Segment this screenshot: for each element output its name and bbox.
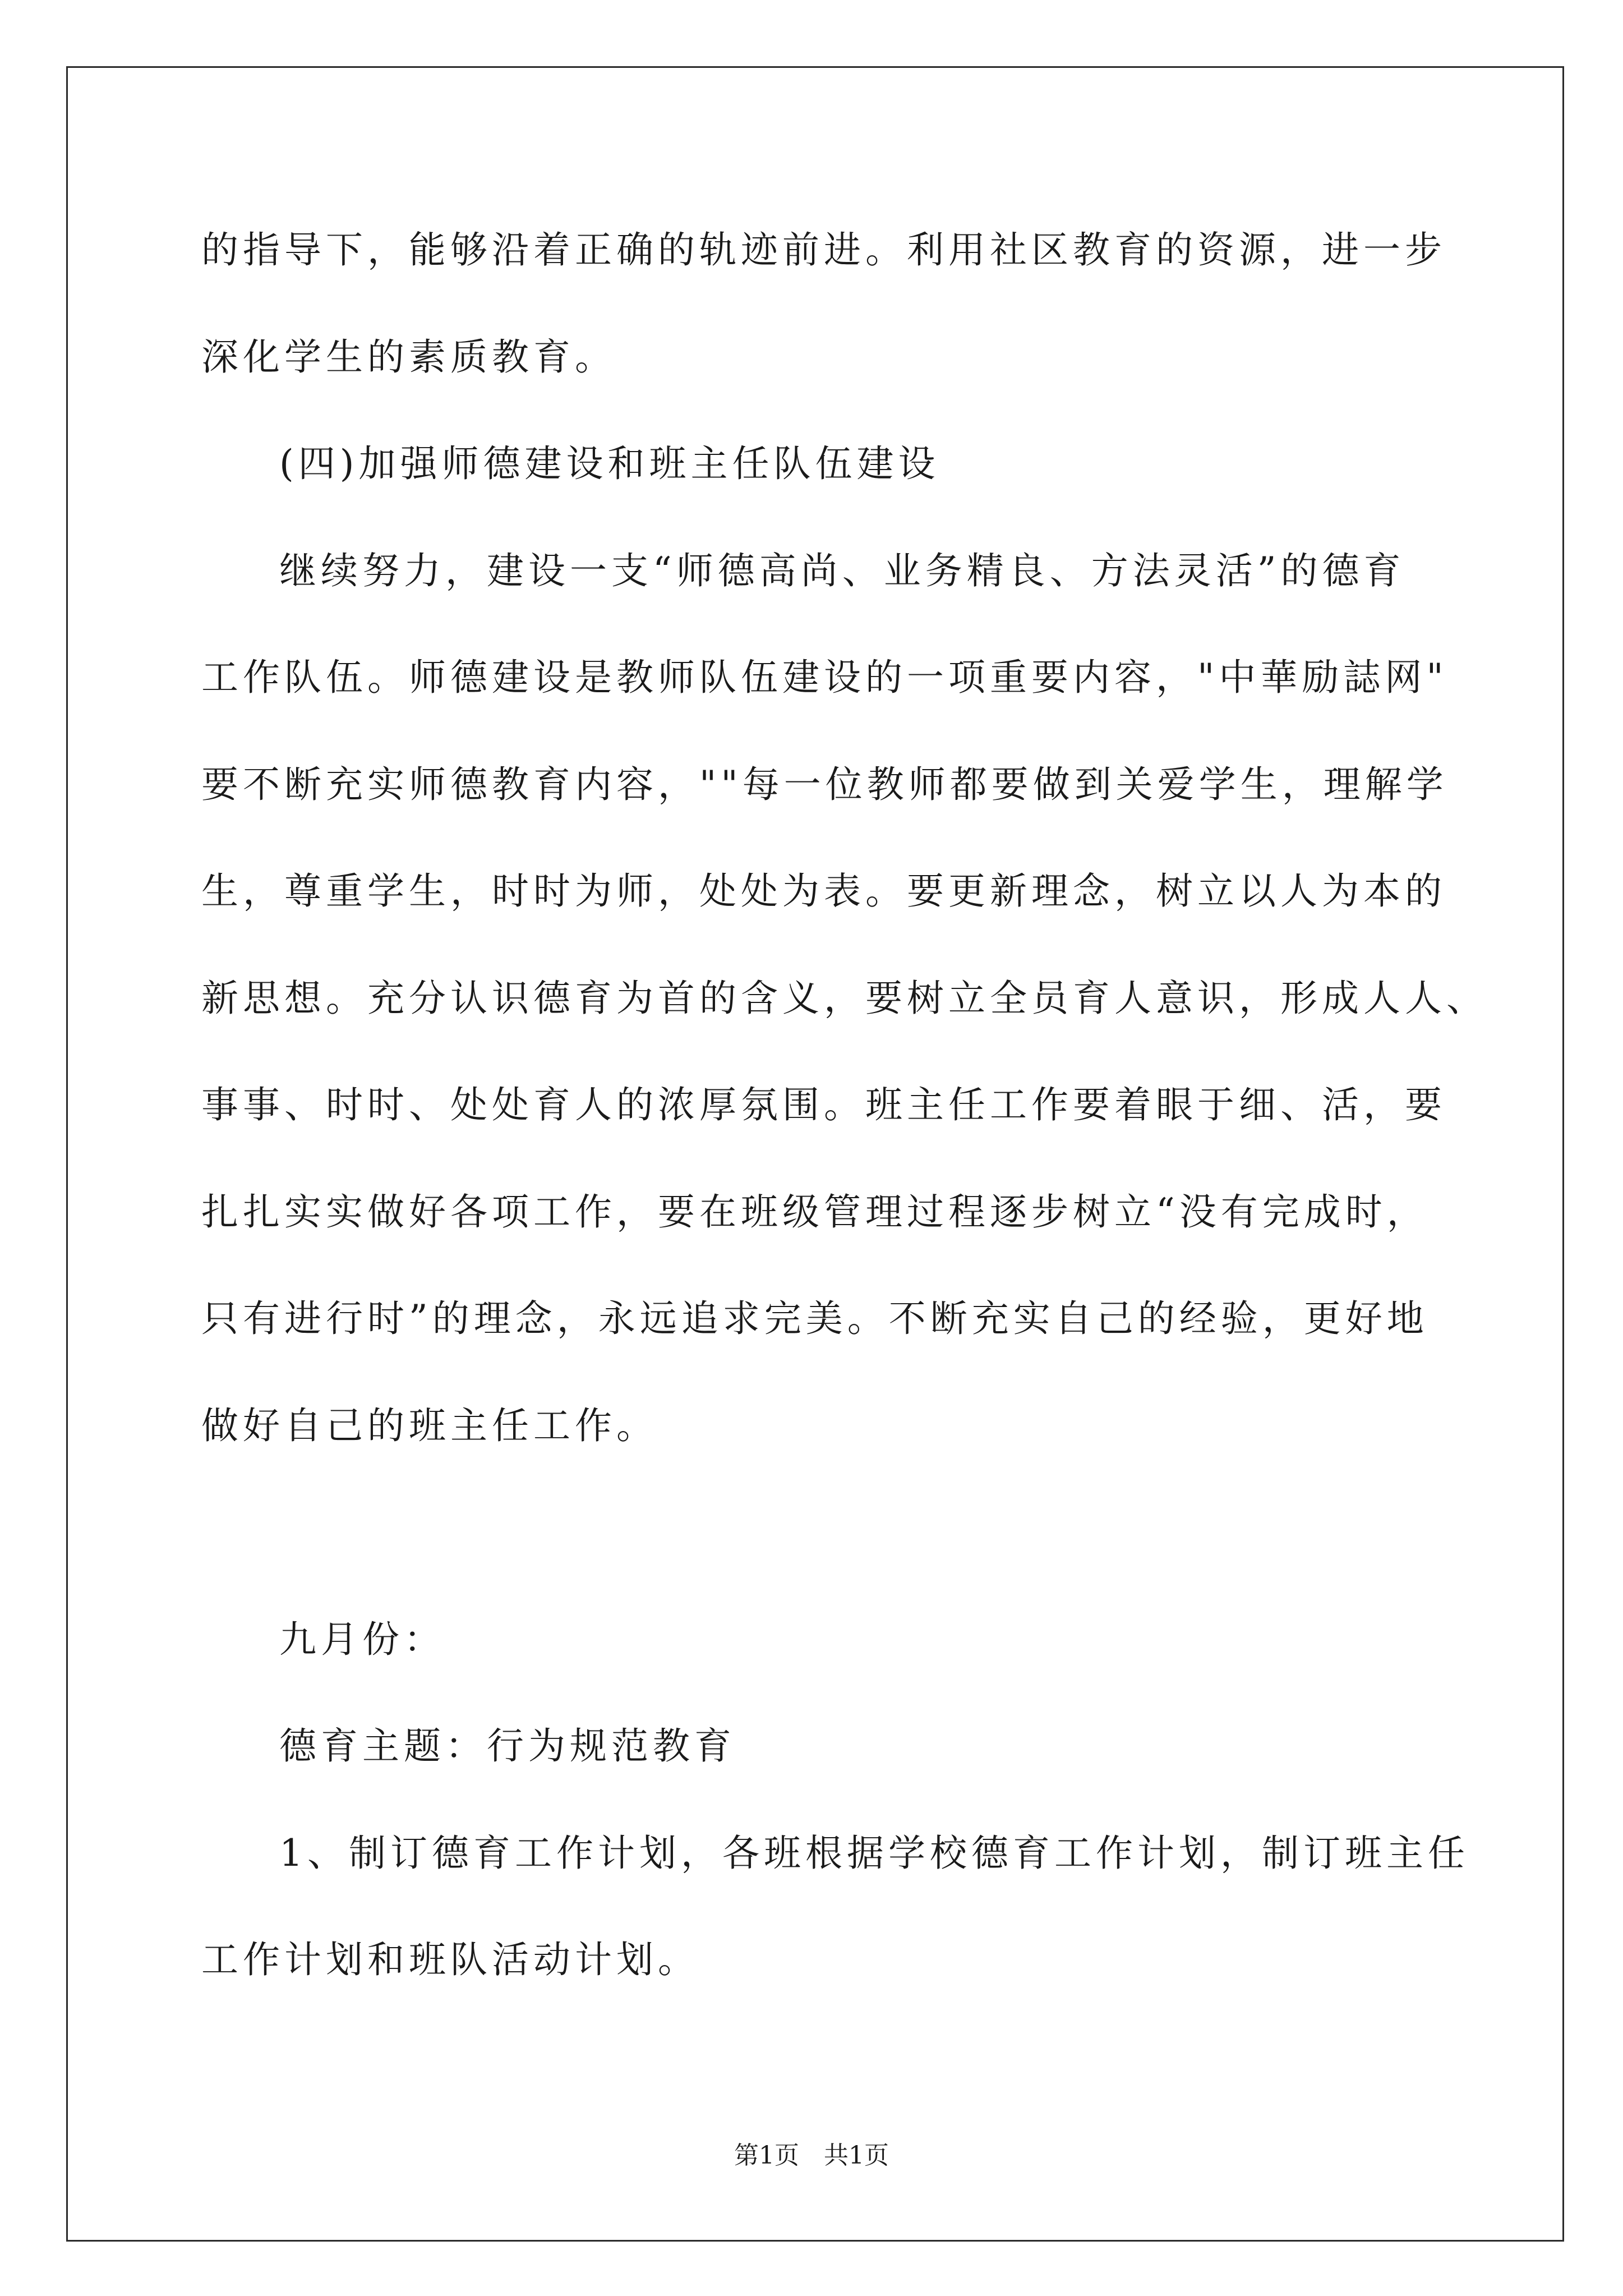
paragraph-line: 事事、时时、处处育人的浓厚氛围。班主任工作要着眼于细、活，要 xyxy=(201,1083,1446,1126)
document-body xyxy=(201,197,1525,2014)
paragraph-line: 只有进行时”的理念，永远追求完美。不断充实自己的经验，更好地 xyxy=(201,1297,1428,1340)
blank-line xyxy=(201,1479,1525,1586)
paragraph-line: 要不断充实师德教育内容，""每一位教师都要做到关爱学生，理解学 xyxy=(201,762,1448,806)
paragraph-line: 生，尊重学生，时时为师，处处为表。要更新理念，树立以人为本的 xyxy=(201,869,1446,913)
section-heading: (四)加强师德建设和班主任队伍建设 xyxy=(279,442,940,485)
paragraph-line: 新思想。充分认识德育为首的含义，要树立全员育人意识，形成人人、 xyxy=(201,976,1488,1020)
page-number: 第1页 共1页 xyxy=(734,2141,889,2170)
paragraph-line: 工作队伍。师德建设是教师队伍建设的一项重要内容，"中華励誌网" xyxy=(201,656,1448,699)
paragraph-line: 做好自己的班主任工作。 xyxy=(201,1404,658,1447)
list-item-line: 1、制订德育工作计划，各班根据学校德育工作计划，制订班主任 xyxy=(279,1831,1469,1875)
paragraph-line: 深化学生的素质教育。 xyxy=(201,335,616,379)
list-item-line: 工作计划和班队活动计划。 xyxy=(201,1938,699,1981)
month-heading: 九月份： xyxy=(279,1617,445,1661)
paragraph-line: 继续努力，建设一支“师德高尚、业务精良、方法灵活”的德育 xyxy=(279,549,1405,592)
paragraph-line: 扎扎实实做好各项工作，要在班级管理过程逐步树立“没有完成时， xyxy=(201,1190,1428,1234)
paragraph-line: 的指导下，能够沿着正确的轨迹前进。利用社区教育的资源，进一步 xyxy=(201,228,1446,272)
theme-line: 德育主题：行为规范教育 xyxy=(279,1724,736,1768)
